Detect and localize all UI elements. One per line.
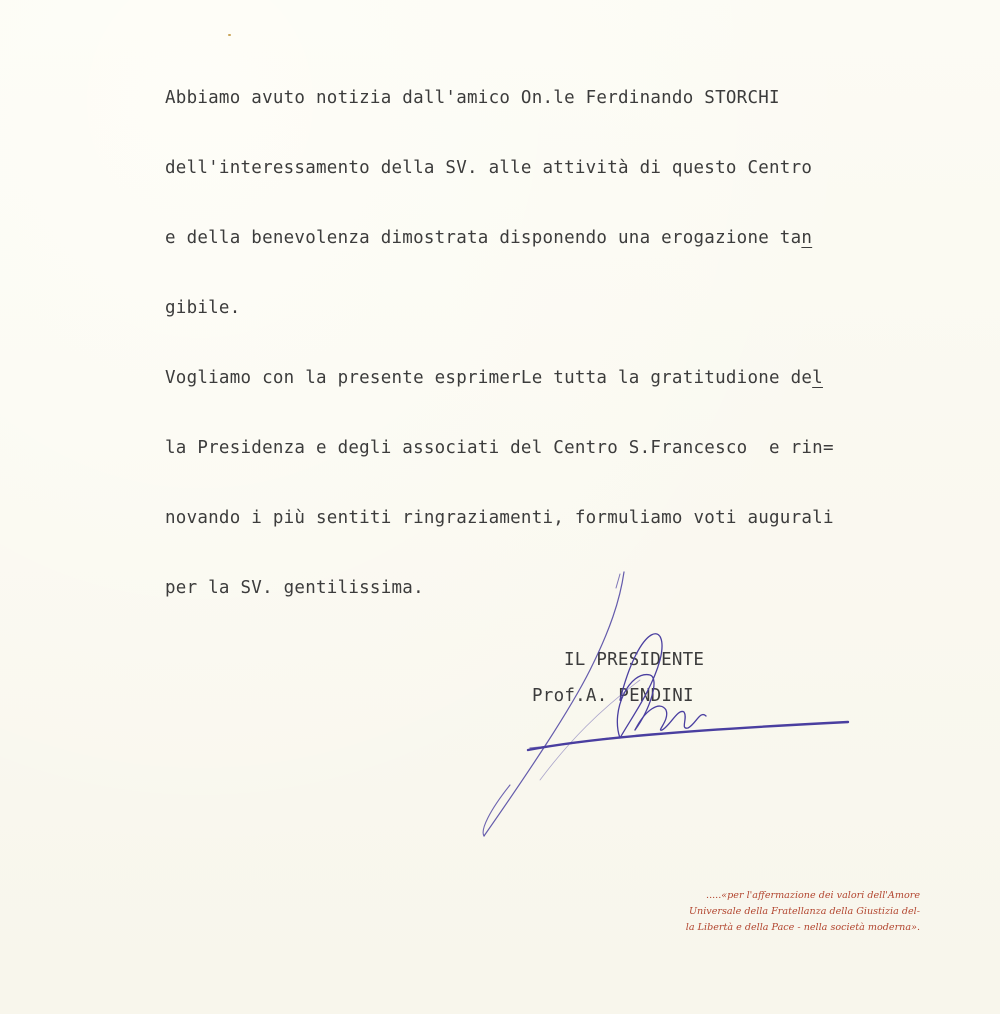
motto-line-3: la Libertà e della Pace - nella società moderna». (685, 922, 920, 933)
motto-line-1: .....«per l'affermazione dei valori dell'Amore (706, 890, 920, 901)
signature-title: IL PRESIDENTE (564, 650, 705, 670)
letter-line-7: novando i più sentiti ringraziamenti, formuliamo voti augurali (165, 508, 834, 528)
paper-speck (228, 34, 231, 36)
letter-line-1: Abbiamo avuto notizia dall'amico On.le Ferdinando STORCHI (165, 88, 780, 108)
letter-line-8: per la SV. gentilissima. (165, 578, 424, 598)
letter-line-5: Vogliamo con la presente esprimerLe tutta la gratitudione del (165, 368, 823, 388)
motto-line-2: Universale della Fratellanza della Giustizia del- (688, 906, 920, 917)
letter-line-6: la Presidenza e degli associati del Centro S.Francesco e rin= (165, 438, 834, 458)
letter-line-3: e della benevolenza dimostrata disponendo una erogazione tan (165, 228, 813, 248)
letter-line-4: gibile. (165, 298, 241, 318)
letter-line-2: dell'interessamento della SV. alle attività di questo Centro (165, 158, 813, 178)
signature-name: Prof.A. PENDINI (532, 686, 694, 706)
